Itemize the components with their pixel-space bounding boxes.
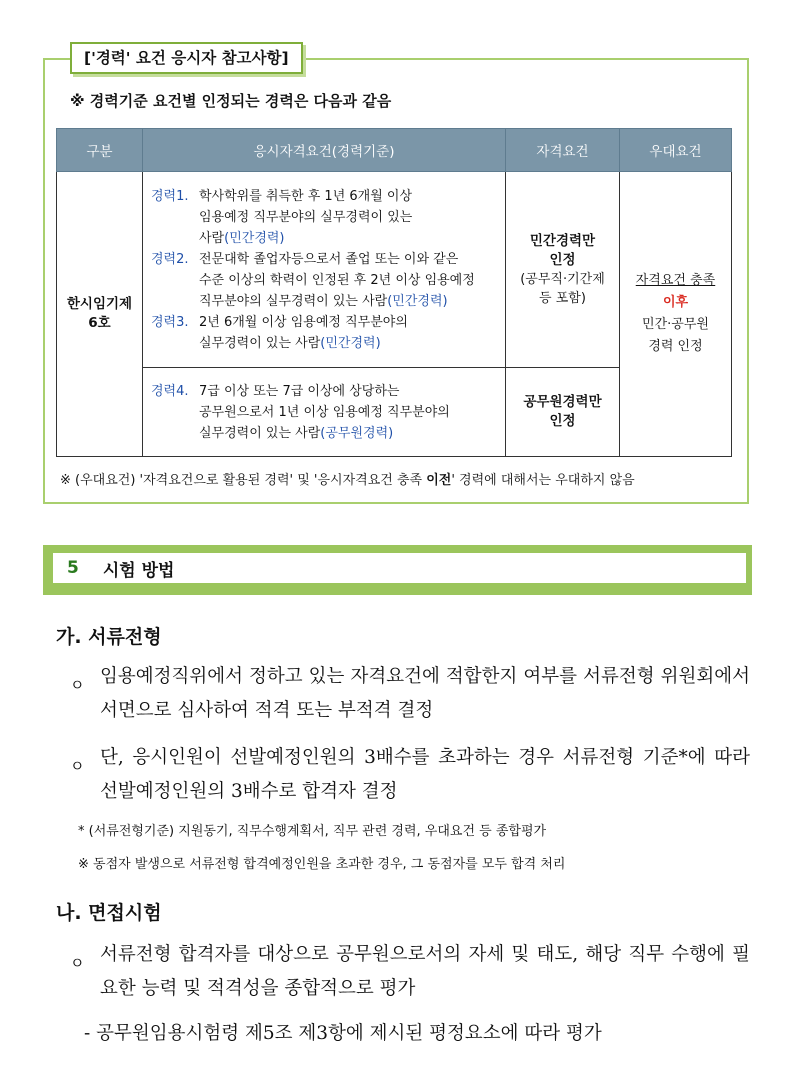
reference-tab-title: ['경력' 요건 응시자 참고사항]: [70, 42, 303, 74]
header-requirement: 응시자격요건(경력기준): [143, 129, 506, 172]
requirement-cell: [143, 172, 506, 368]
bullet-text: 임용예정직위에서 정하고 있는 자격요건에 적합한지 여부를 서류전형 위원회에서 서면으로 심사하여 적격 또는 부적격 결정: [100, 666, 750, 721]
preference-text: 민간·공무원: [642, 317, 709, 332]
requirement-cell: [143, 368, 506, 457]
qualification-note: (공무직·기간제: [520, 271, 605, 287]
requirement-line: 학사학위를 취득한 후 1년 6개월 이상: [199, 188, 413, 204]
header-qualification: 자격요건: [506, 129, 620, 172]
tie-note: ※ 동점자 발생으로 서류전형 합격예정인원을 초과한 경우, 그 동점자를 모두 합격 처리: [78, 857, 566, 872]
bullet-marker: ㅇ: [70, 676, 85, 694]
section-title: 시험 방법: [102, 560, 175, 581]
criteria-footnote: * (서류전형기준) 지원동기, 직무수행계획서, 직무 관련 경력, 우대요건 등 종합평가: [78, 824, 547, 839]
bullet-paragraph: [70, 938, 750, 1006]
reference-intro: ※ 경력기준 요건별 인정되는 경력은 다음과 같음: [70, 92, 392, 110]
bullet-text: 서류전형 합격자를 대상으로 공무원으로서의 자세 및 태도, 해당 직무 수행에 필요한 능력 및 적격성을 종합적으로 평가: [100, 944, 750, 999]
requirement-label: 경력1.: [151, 188, 189, 204]
bullet-text: 단, 응시인원이 선발예정인원의 3배수를 초과하는 경우 서류전형 기준*에 따라 선발예정인원의 3배수로 합격자 결정: [100, 747, 750, 802]
requirement-line: 수준 이상의 학력이 인정된 후 2년 이상 임용예정: [199, 272, 475, 288]
career-type-tag: (공무원경력): [320, 425, 394, 441]
table-row: [57, 172, 732, 368]
qualification-note: 등 포함): [539, 290, 586, 306]
header-preference: 우대요건: [620, 129, 732, 172]
requirement-item: [151, 186, 499, 249]
section-number: 5: [67, 558, 79, 578]
requirement-label: 경력4.: [151, 383, 189, 399]
bullet-marker: ㅇ: [70, 757, 85, 775]
category-cell: [57, 172, 143, 457]
note-text: ※ (우대요건) '자격요건으로 활용된 경력' 및 '응시자격요건 충족: [60, 473, 427, 488]
career-criteria-table: [56, 128, 732, 457]
qualification-text: 공무원경력만: [523, 394, 602, 410]
preference-highlight: 이후: [662, 295, 689, 310]
requirement-line: 공무원으로서 1년 이상 임용예정 직무분야의: [199, 404, 450, 420]
requirement-line: 2년 6개월 이상 임용예정 직무분야의: [199, 314, 408, 330]
bullet-marker: ㅇ: [70, 954, 85, 972]
qualification-text: 인정: [549, 251, 576, 268]
requirement-item: [151, 312, 499, 354]
career-type-tag: (민간경력): [224, 230, 285, 246]
header-category: 구분: [57, 129, 143, 172]
note-text: ' 경력에 대해서는 우대하지 않음: [451, 473, 635, 488]
requirement-label: 경력3.: [151, 314, 189, 330]
requirement-line: 사람: [199, 230, 225, 246]
requirement-label: 경력2.: [151, 251, 189, 267]
bullet-paragraph: [70, 741, 750, 809]
requirement-line: 실무경력이 있는 사람: [199, 425, 321, 441]
category-line: 6호: [88, 315, 111, 331]
note-emphasis: 이전: [426, 473, 452, 488]
preference-text: 경력 인정: [648, 339, 703, 354]
qualification-private-cell: [506, 172, 620, 368]
qualification-text: 민간경력만: [529, 232, 596, 249]
subsection-heading-document-review: 가. 서류전형: [56, 626, 162, 648]
career-type-tag: (민간경력): [320, 335, 381, 351]
dash-item: - 공무원임용시험령 제5조 제3항에 제시된 평정요소에 따라 평가: [84, 1023, 602, 1044]
requirement-item: [151, 381, 499, 444]
career-type-tag: (민간경력): [387, 293, 448, 309]
qualification-text: 인정: [549, 413, 576, 429]
category-line: 한시임기제: [66, 296, 133, 312]
requirement-line: 전문대학 졸업자등으로서 졸업 또는 이와 같은: [199, 251, 459, 267]
qualification-public-cell: [506, 368, 620, 457]
section-header-bar: [43, 545, 752, 595]
preference-text: 자격요건 충족: [635, 273, 716, 288]
requirement-item: [151, 249, 499, 312]
subsection-heading-interview: 나. 면접시험: [56, 902, 162, 924]
preference-cell: [620, 172, 732, 457]
section-header: [53, 553, 746, 583]
requirement-line: 임용예정 직무분야의 실무경력이 있는: [199, 209, 413, 225]
preference-note: [60, 469, 635, 488]
bullet-paragraph: [70, 660, 750, 728]
requirement-line: 7급 이상 또는 7급 이상에 상당하는: [199, 383, 400, 399]
table-header-row: [57, 129, 732, 172]
requirement-line: 실무경력이 있는 사람: [199, 335, 321, 351]
requirement-line: 직무분야의 실무경력이 있는 사람: [199, 293, 388, 309]
